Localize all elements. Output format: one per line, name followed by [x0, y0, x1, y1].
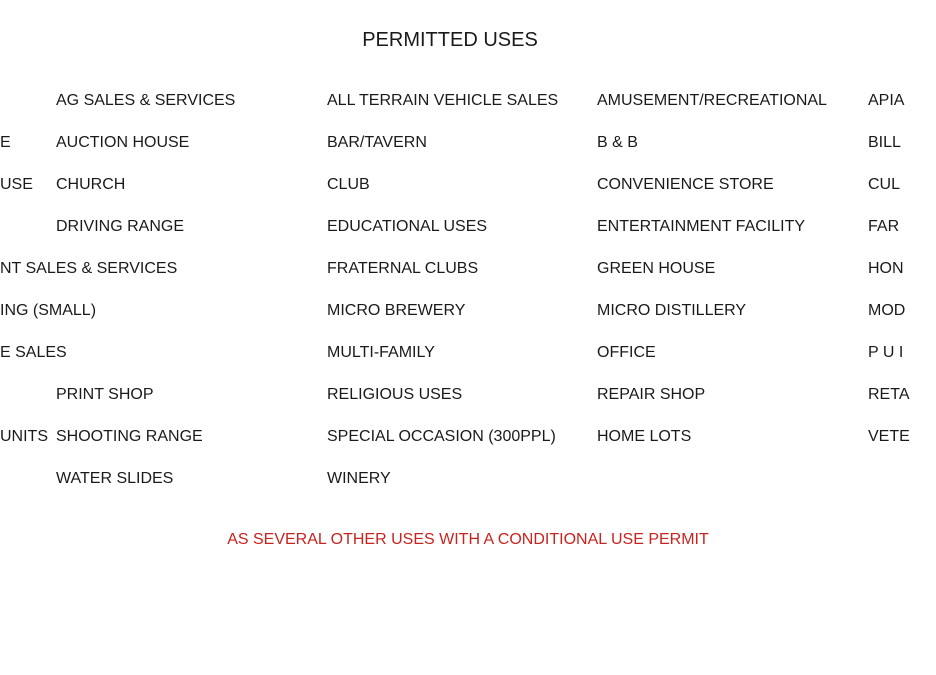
- use-item: VETE: [868, 428, 910, 445]
- conditional-use-note: AS SEVERAL OTHER USES WITH A CONDITIONAL USE PERMIT: [227, 531, 709, 548]
- use-item: DRIVING RANGE: [56, 218, 185, 235]
- use-item: CUL: [868, 176, 901, 193]
- use-item: APIA: [868, 92, 905, 109]
- use-item: USE: [0, 176, 33, 193]
- uses-column: [56, 90, 235, 510]
- use-item: GREEN HOUSE: [597, 260, 716, 277]
- page-title: PERMITTED USES: [362, 29, 538, 51]
- use-item: CONVENIENCE STORE: [597, 176, 774, 193]
- use-item: ALL TERRAIN VEHICLE SALES: [327, 92, 559, 109]
- use-item: MULTI-FAMILY: [327, 344, 435, 361]
- use-item: UNITS: [0, 428, 48, 445]
- use-item: PRINT SHOP: [56, 386, 154, 403]
- use-item: MOD: [868, 302, 906, 319]
- use-item: HON: [868, 260, 904, 277]
- use-item: P U I: [868, 344, 904, 361]
- use-item: ING (SMALL): [0, 302, 97, 319]
- use-item: BAR/TAVERN: [327, 134, 427, 151]
- use-item: CLUB: [327, 176, 370, 193]
- use-item: [56, 258, 235, 300]
- use-item: B & B: [597, 134, 638, 151]
- use-item: MICRO DISTILLERY: [597, 302, 747, 319]
- use-item: NT SALES & SERVICES: [0, 260, 178, 277]
- use-item: [597, 468, 827, 510]
- use-item: WINERY: [327, 470, 391, 487]
- use-item: [56, 342, 235, 384]
- use-item: E SALES: [0, 344, 67, 361]
- use-item: SHOOTING RANGE: [56, 428, 203, 445]
- use-item: MICRO BREWERY: [327, 302, 466, 319]
- use-item: HOME LOTS: [597, 428, 692, 445]
- use-item: EDUCATIONAL USES: [327, 218, 488, 235]
- use-item: WATER SLIDES: [56, 470, 174, 487]
- use-item: RETA: [868, 386, 910, 403]
- use-item: BILL: [868, 134, 901, 151]
- use-item: E: [0, 134, 11, 151]
- use-item: CHURCH: [56, 176, 126, 193]
- uses-column: [868, 90, 910, 510]
- use-item: AG SALES & SERVICES: [56, 92, 236, 109]
- use-item: [56, 300, 235, 342]
- use-item: RELIGIOUS USES: [327, 386, 463, 403]
- use-item: ENTERTAINMENT FACILITY: [597, 218, 806, 235]
- use-item: FRATERNAL CLUBS: [327, 260, 479, 277]
- use-item: SPECIAL OCCASION (300PPL): [327, 428, 556, 445]
- uses-column: [327, 90, 558, 510]
- use-item: [868, 468, 910, 510]
- use-item: OFFICE: [597, 344, 656, 361]
- use-item: AUCTION HOUSE: [56, 134, 190, 151]
- use-item: AMUSEMENT/RECREATIONAL: [597, 92, 827, 109]
- uses-column: [597, 90, 827, 510]
- use-item: REPAIR SHOP: [597, 386, 706, 403]
- use-item: FAR: [868, 218, 900, 235]
